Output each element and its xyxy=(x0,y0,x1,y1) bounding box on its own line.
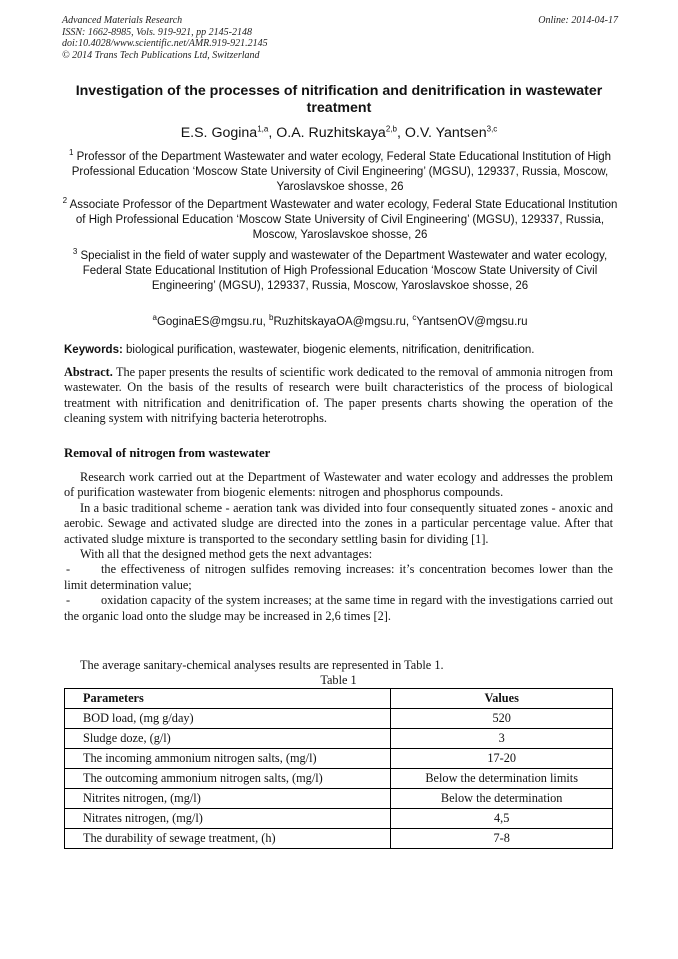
journal-copyright: © 2014 Trans Tech Publications Ltd, Switzerland xyxy=(62,49,260,61)
table-cell-parameter: The outcoming ammonium nitrogen salts, (mg/l) xyxy=(65,769,391,789)
table-cell-value: Below the determination limits xyxy=(391,769,613,789)
section-body xyxy=(64,470,613,624)
table-cell-value: 3 xyxy=(391,729,613,749)
author-separator: , xyxy=(268,125,277,141)
author-separator: , xyxy=(396,125,405,141)
author-affiliation-mark: 2,b xyxy=(385,124,397,134)
affiliation-text: Professor of the Department Wastewater and water ecology, Federal State Educational Institution of High Professional Education ‘Moscow State University of Civil Engineering’ (MGSU), 129337, Russia, Moscow, Yaroslavskoe shosse, 26 xyxy=(71,151,612,193)
abstract-text: The paper presents the results of scientific work dedicated to the removal of ammonia nitrogen from wastewater. On the basis of the results of research were built characteristics of the process of biological treatment with nitrification and denitrification of. The paper presents charts showing the operation of the cleaning system with nitrifying bacteria heterotrophs. xyxy=(64,365,613,426)
affiliation-text: Specialist in the field of water supply and wastewater of the Department Wastewater and water ecology, Federal State Educational Institution of High Professional Education ‘Moscow State University of Civil Engineering’ (MGSU), 129337, Russia, Moscow, Yaroslavskoe shosse, 26 xyxy=(80,250,608,292)
table-row xyxy=(65,729,613,749)
affiliation-2 xyxy=(62,198,618,242)
author-affiliation-mark: 1,a xyxy=(257,124,269,134)
bullet-mark: - xyxy=(66,562,71,577)
affiliation-number: 2 xyxy=(62,196,68,206)
affiliation-number: 1 xyxy=(68,148,74,158)
table-cell-value: 4,5 xyxy=(391,809,613,829)
email-mark: b xyxy=(268,313,274,323)
section-heading: Removal of nitrogen from wastewater xyxy=(64,446,271,460)
bullet-item xyxy=(64,562,613,593)
author-name: O.V. Yantsen xyxy=(404,125,487,141)
table-cell-value: 520 xyxy=(391,709,613,729)
table-row xyxy=(65,789,613,809)
journal-name: Advanced Materials Research xyxy=(62,15,183,26)
keywords xyxy=(64,343,620,358)
author-emails xyxy=(62,315,618,330)
bullet-text: oxidation capacity of the system increases; at the same time in regard with the investigations carried out the organic load onto the sludge may be increased in 2,6 times [2]. xyxy=(64,593,613,623)
online-date: Online: 2014-04-17 xyxy=(538,15,618,26)
journal-header xyxy=(62,15,618,61)
email-link[interactable]: YantsenOV@mgsu.ru xyxy=(416,316,528,328)
table-cell-parameter: The incoming ammonium nitrogen salts, (mg/l) xyxy=(65,749,391,769)
email-mark: a xyxy=(152,313,157,323)
email-link[interactable]: GoginaES@mgsu.ru xyxy=(156,316,263,328)
email-link[interactable]: RuzhitskayaOA@mgsu.ru xyxy=(273,316,406,328)
author-name: O.A. Ruzhitskaya xyxy=(276,125,386,141)
table-header-values: Values xyxy=(391,689,613,709)
keywords-text: biological purification, wastewater, biogenic elements, nitrification, denitrification. xyxy=(122,344,535,356)
paragraph: Research work carried out at the Department of Wastewater and water ecology and addresses the problem of purification wastewater from biogenic elements: nitrogen and phosphorus compounds. xyxy=(64,470,613,500)
journal-doi: doi:10.4028/www.scientific.net/AMR.919-921.2145 xyxy=(62,38,268,49)
table-header-parameters: Parameters xyxy=(65,689,391,709)
paper-title: Investigation of the processes of nitrification and denitrification in wastewater treatment xyxy=(75,83,603,116)
journal-issn: ISSN: 1662-8985, Vols. 919-921, pp 2145-2148 xyxy=(62,26,252,38)
table-row xyxy=(65,829,613,849)
author-list xyxy=(60,125,618,142)
bullet-text: the effectiveness of nitrogen sulfides removing increases: it’s concentration becomes lower than the limit determination value; xyxy=(64,562,613,592)
email-separator: , xyxy=(262,316,269,328)
table-row xyxy=(65,769,613,789)
table-cell-value: Below the determination xyxy=(391,789,613,809)
email-mark: c xyxy=(412,313,417,323)
table-row xyxy=(65,749,613,769)
table-cell-value: 17-20 xyxy=(391,749,613,769)
abstract-label: Abstract. xyxy=(64,365,113,379)
table-cell-parameter: Nitrites nitrogen, (mg/l) xyxy=(65,789,391,809)
affiliation-3 xyxy=(62,249,618,293)
table-cell-value: 7-8 xyxy=(391,829,613,849)
table-intro: The average sanitary-chemical analyses results are represented in Table 1. xyxy=(80,658,444,672)
results-table xyxy=(64,688,613,849)
table-cell-parameter: The durability of sewage treatment, (h) xyxy=(65,829,391,849)
bullet-mark: - xyxy=(66,593,71,608)
table-header-row xyxy=(65,689,613,709)
author-name: E.S. Gogina xyxy=(180,125,258,141)
email-separator: , xyxy=(405,316,413,328)
affiliation-number: 3 xyxy=(72,247,78,257)
affiliation-1 xyxy=(62,150,618,194)
table-cell-parameter: Sludge doze, (g/l) xyxy=(65,729,391,749)
table-cell-parameter: Nitrates nitrogen, (mg/l) xyxy=(65,809,391,829)
affiliation-text: Associate Professor of the Department Wastewater and water ecology, Federal State Educational Institution of High Professional Education ‘Moscow State University of Civil Engineering’ (MGSU), 129337, Russia, Moscow, Yaroslavskoe shosse, 26 xyxy=(69,199,618,241)
abstract xyxy=(64,365,613,427)
table-row xyxy=(65,809,613,829)
keywords-label: Keywords: xyxy=(64,344,123,356)
bullet-item xyxy=(64,593,613,624)
paragraph: In a basic traditional scheme - aeration tank was divided into four consequently situated zones - anoxic and aerobic. Sewage and activated sludge are directed into the zones in a particular percentage value. After that activated sludge mixture is transported to the secondary settling basin for dividing [1]. xyxy=(64,500,613,546)
paragraph: With all that the designed method gets the next advantages: xyxy=(80,547,373,562)
table-cell-parameter: BOD load, (mg g/day) xyxy=(65,709,391,729)
table-caption: Table 1 xyxy=(320,673,357,687)
table-row xyxy=(65,709,613,729)
author-affiliation-mark: 3,c xyxy=(486,124,498,134)
